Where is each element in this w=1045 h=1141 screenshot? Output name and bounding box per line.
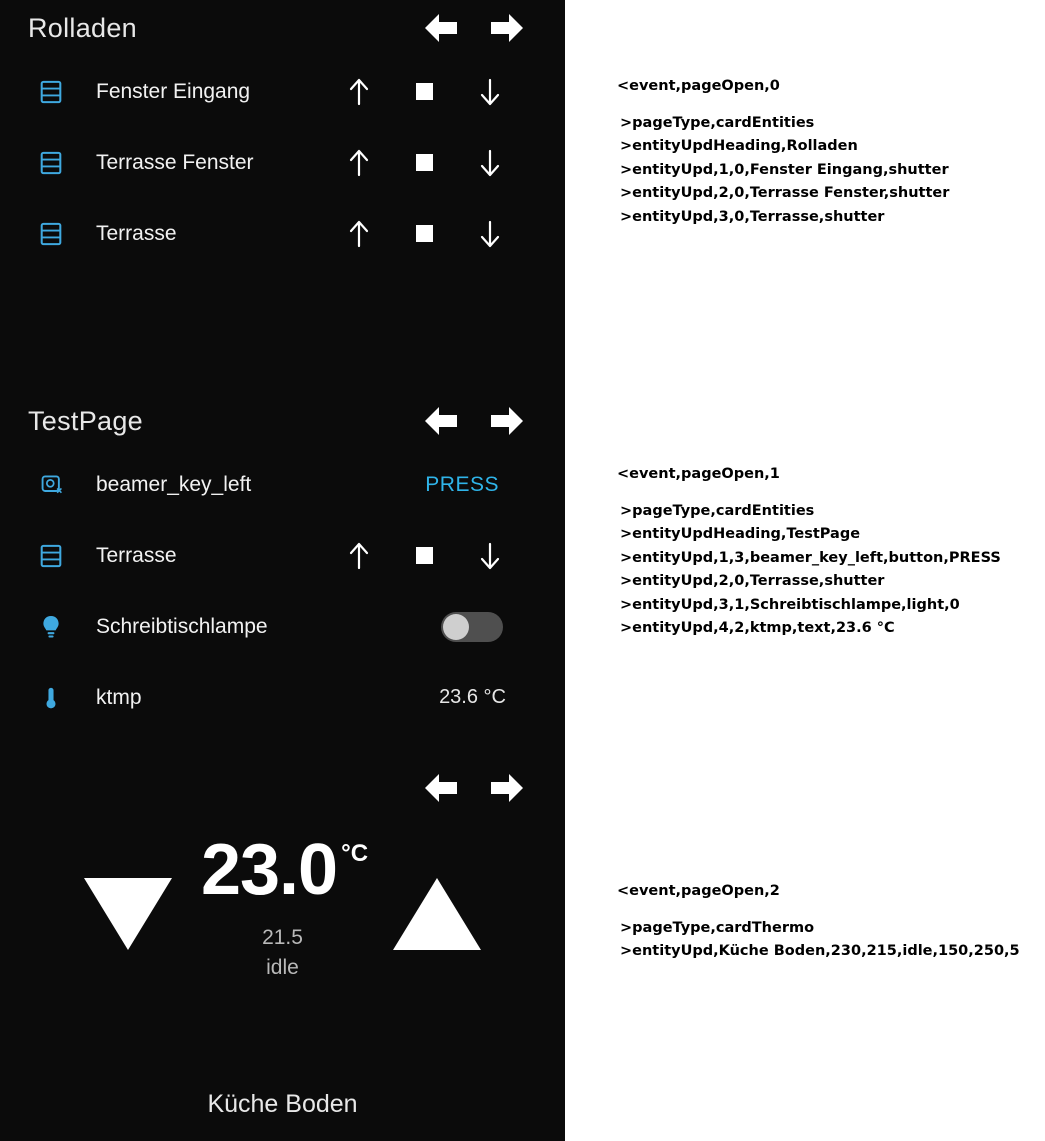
- shutter-controls: [346, 541, 541, 571]
- annotation-line: >entityUpd,2,0,Terrasse,shutter: [620, 573, 885, 590]
- arrow-left-icon[interactable]: [421, 11, 461, 45]
- current-temperature: [0, 830, 565, 980]
- nav-arrows: [421, 404, 541, 438]
- annotation-line: >pageType,cardEntities: [620, 503, 815, 519]
- arrow-down-icon[interactable]: [477, 219, 503, 249]
- annotation-line: >entityUpd,Küche Boden,230,215,idle,150,250,5: [620, 943, 1020, 960]
- list-item-label: Schreibtischlampe: [96, 614, 268, 638]
- annotation-panel: [565, 0, 1045, 1141]
- page-title: TestPage: [28, 405, 143, 436]
- card-testpage: [0, 393, 565, 733]
- shutter-controls: [346, 219, 541, 249]
- list-item[interactable]: [0, 56, 565, 127]
- annotation-line: >entityUpd,1,3,beamer_key_left,button,PRESS: [620, 549, 1001, 566]
- thermo-name: Küche Boden: [207, 1090, 358, 1118]
- list-item[interactable]: [0, 127, 565, 198]
- shutter-controls: [346, 77, 541, 107]
- thermo-controls: [0, 816, 565, 1046]
- annotation-line: >entityUpd,4,2,ktmp,text,23.6 °C: [620, 620, 895, 637]
- annotation-line: >pageType,cardThermo: [620, 920, 815, 936]
- arrow-up-icon[interactable]: [346, 541, 372, 571]
- arrow-down-icon[interactable]: [477, 77, 503, 107]
- current-temp-value: 23.0: [200, 830, 338, 910]
- bulb-icon: [40, 614, 80, 640]
- annotation-line: >entityUpd,2,0,Terrasse Fenster,shutter: [620, 185, 950, 202]
- annotation-line: >pageType,cardEntities: [620, 115, 815, 131]
- thermo-state: idle: [266, 956, 299, 979]
- list-item-label: Terrasse: [96, 221, 177, 245]
- arrow-down-icon[interactable]: [477, 148, 503, 178]
- shutter-icon: [40, 221, 80, 247]
- card-header: [0, 393, 565, 449]
- toggle-control: [441, 612, 541, 642]
- shutter-icon: [40, 79, 80, 105]
- shutter-controls: [346, 148, 541, 178]
- list-item-label: Fenster Eingang: [96, 79, 251, 103]
- stop-square-icon[interactable]: [416, 83, 433, 100]
- list-item-label: beamer_key_left: [96, 472, 252, 496]
- card-rolladen: [0, 0, 565, 269]
- shutter-icon: [40, 150, 80, 176]
- arrow-up-icon[interactable]: [346, 77, 372, 107]
- list-item-label: Terrasse Fenster: [96, 150, 254, 174]
- card-thermo: [0, 760, 565, 1141]
- arrow-down-icon[interactable]: [477, 541, 503, 571]
- annotation-block: [617, 883, 1045, 964]
- annotation-event: <event,pageOpen,1: [617, 466, 780, 482]
- thermo-body-wrap: [0, 760, 565, 1141]
- entity-rows: [0, 449, 565, 733]
- annotation-line: >entityUpdHeading,TestPage: [620, 526, 861, 543]
- shutter-icon: [40, 543, 80, 569]
- text-value: 23.6 °C: [439, 686, 506, 708]
- light-toggle[interactable]: [441, 612, 503, 642]
- page-title: Rolladen: [28, 12, 137, 43]
- thermometer-icon: [40, 685, 80, 711]
- arrow-right-icon[interactable]: [487, 771, 527, 805]
- projector-icon: [40, 473, 80, 497]
- annotation-line: >entityUpdHeading,Rolladen: [620, 138, 858, 155]
- button-control: [425, 473, 541, 497]
- list-item[interactable]: [0, 662, 565, 733]
- card-header: [0, 0, 565, 56]
- nav-arrows: [421, 11, 541, 45]
- annotation-line: >entityUpd,3,1,Schreibtischlampe,light,0: [620, 596, 960, 613]
- annotation-event: <event,pageOpen,0: [617, 78, 780, 94]
- list-item-label: Terrasse: [96, 543, 177, 567]
- text-value-control: [439, 686, 541, 709]
- target-temp-value: 21.5: [262, 926, 303, 949]
- temp-unit: °C: [341, 840, 369, 867]
- annotation-line: >entityUpd,3,0,Terrasse,shutter: [620, 208, 885, 225]
- stop-square-icon[interactable]: [416, 547, 433, 564]
- list-item[interactable]: [0, 591, 565, 662]
- arrow-up-icon[interactable]: [346, 148, 372, 178]
- list-item[interactable]: [0, 198, 565, 269]
- list-item[interactable]: [0, 520, 565, 591]
- annotation-block: [617, 466, 1045, 641]
- arrow-right-icon[interactable]: [487, 11, 527, 45]
- stop-square-icon[interactable]: [416, 154, 433, 171]
- entity-rows: [0, 56, 565, 269]
- list-item[interactable]: [0, 449, 565, 520]
- press-button[interactable]: PRESS: [425, 472, 499, 496]
- stop-square-icon[interactable]: [416, 225, 433, 242]
- annotation-block: [617, 78, 1045, 229]
- annotation-event: <event,pageOpen,2: [617, 883, 780, 899]
- arrow-left-icon[interactable]: [421, 771, 461, 805]
- arrow-right-icon[interactable]: [487, 404, 527, 438]
- nav-arrows: [0, 760, 565, 816]
- list-item-label: ktmp: [96, 685, 142, 709]
- arrow-up-icon[interactable]: [346, 219, 372, 249]
- annotation-line: >entityUpd,1,0,Fenster Eingang,shutter: [620, 161, 949, 178]
- toggle-knob: [443, 614, 469, 640]
- arrow-left-icon[interactable]: [421, 404, 461, 438]
